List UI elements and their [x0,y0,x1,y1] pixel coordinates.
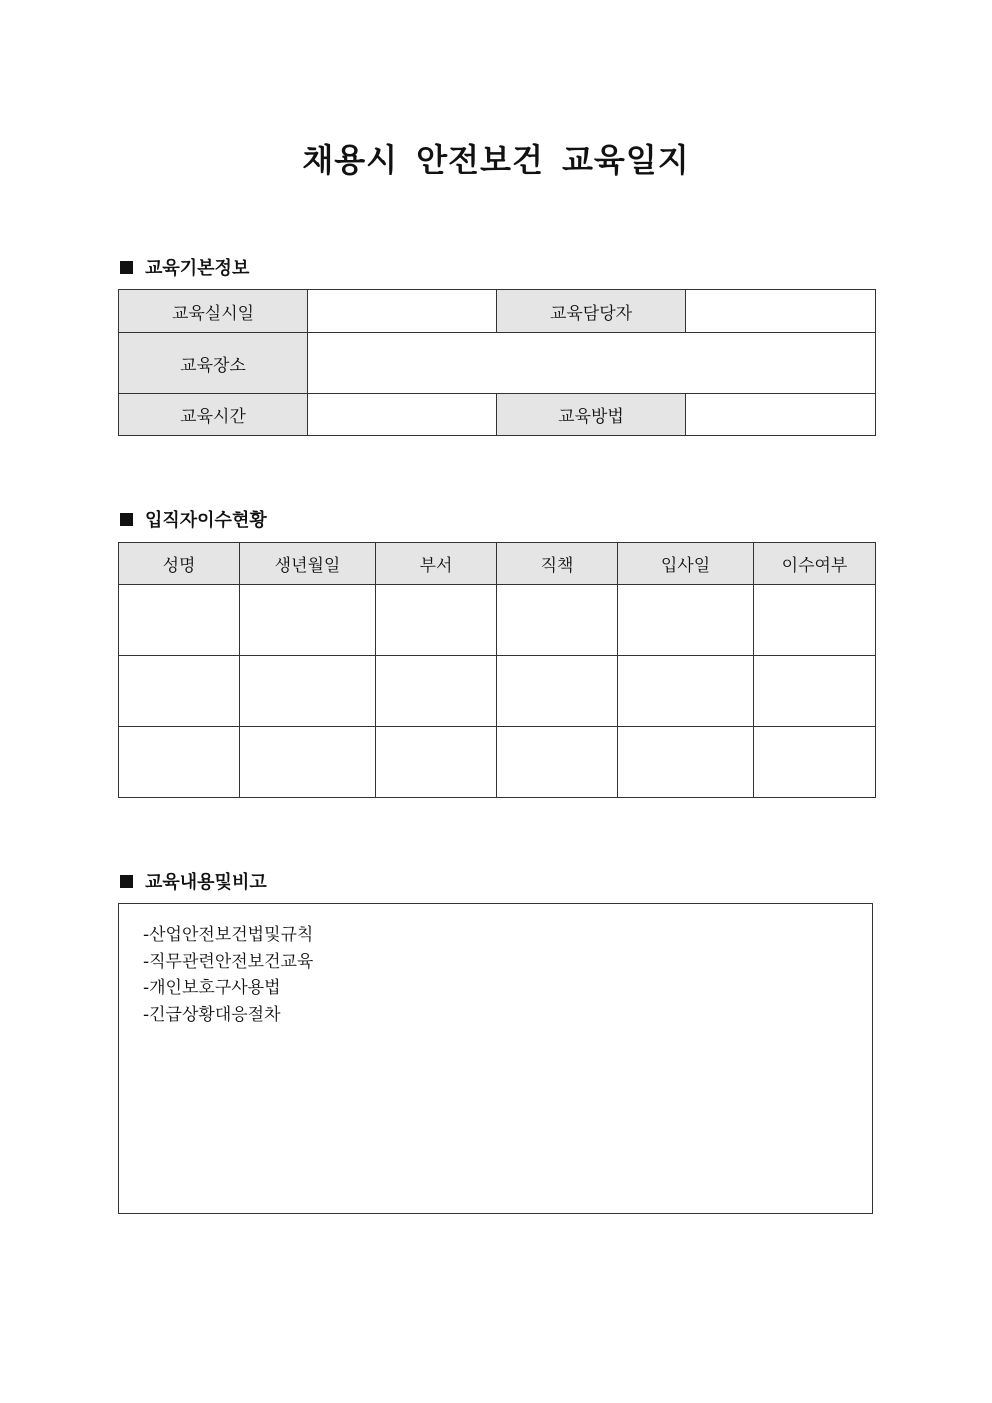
location-field[interactable] [308,333,876,394]
section-heading-basic-info [120,254,249,280]
position-cell[interactable] [497,656,618,727]
section-heading-content [120,868,267,894]
birthdate-cell[interactable] [240,585,376,656]
table-row [119,727,876,798]
square-bullet-icon [120,875,133,888]
position-cell[interactable] [497,585,618,656]
table-header-row [119,543,876,585]
note-line: -개인보호구사용법 [143,978,281,998]
position-cell[interactable] [497,727,618,798]
column-header: 성명 [119,543,240,585]
section-heading-completion [120,506,267,532]
table-row [119,333,876,394]
note-line: -산업안전보건법및규칙 [143,925,314,945]
table-row [119,394,876,436]
completion-status-cell[interactable] [754,656,876,727]
name-cell[interactable] [119,585,240,656]
education-method-field[interactable] [686,394,876,436]
content-notes-box[interactable] [118,903,873,1214]
completion-status-cell[interactable] [754,585,876,656]
label-cell: 교육담당자 [497,290,686,333]
birthdate-cell[interactable] [240,656,376,727]
square-bullet-icon [120,513,133,526]
table-row [119,656,876,727]
hire-date-cell[interactable] [618,585,754,656]
completion-status-cell[interactable] [754,727,876,798]
column-header: 이수여부 [754,543,876,585]
table-row [119,585,876,656]
hire-date-cell[interactable] [618,656,754,727]
column-header: 직책 [497,543,618,585]
department-cell[interactable] [376,656,497,727]
name-cell[interactable] [119,727,240,798]
education-date-field[interactable] [308,290,497,333]
instructor-field[interactable] [686,290,876,333]
note-line: -긴급상황대응절차 [143,1004,281,1025]
completion-table [118,542,876,798]
column-header: 입사일 [618,543,754,585]
label-cell: 교육시간 [119,394,308,436]
page-title: 채용시 안전보건 교육일지 [302,141,690,179]
birthdate-cell[interactable] [240,727,376,798]
note-line: -직무관련안전보건교육 [143,951,314,972]
label-cell: 교육장소 [119,333,308,394]
department-cell[interactable] [376,727,497,798]
education-time-field[interactable] [308,394,497,436]
table-row [119,290,876,333]
square-bullet-icon [120,261,133,274]
department-cell[interactable] [376,585,497,656]
label-cell: 교육실시일 [119,290,308,333]
label-cell: 교육방법 [497,394,686,436]
column-header: 생년월일 [240,543,376,585]
section-title: 입직자이수현황 [145,510,267,531]
column-header: 부서 [376,543,497,585]
section-title: 교육기본정보 [145,258,250,279]
hire-date-cell[interactable] [618,727,754,798]
basic-info-table [118,289,876,436]
name-cell[interactable] [119,656,240,727]
section-title: 교육내용및비고 [145,872,267,893]
